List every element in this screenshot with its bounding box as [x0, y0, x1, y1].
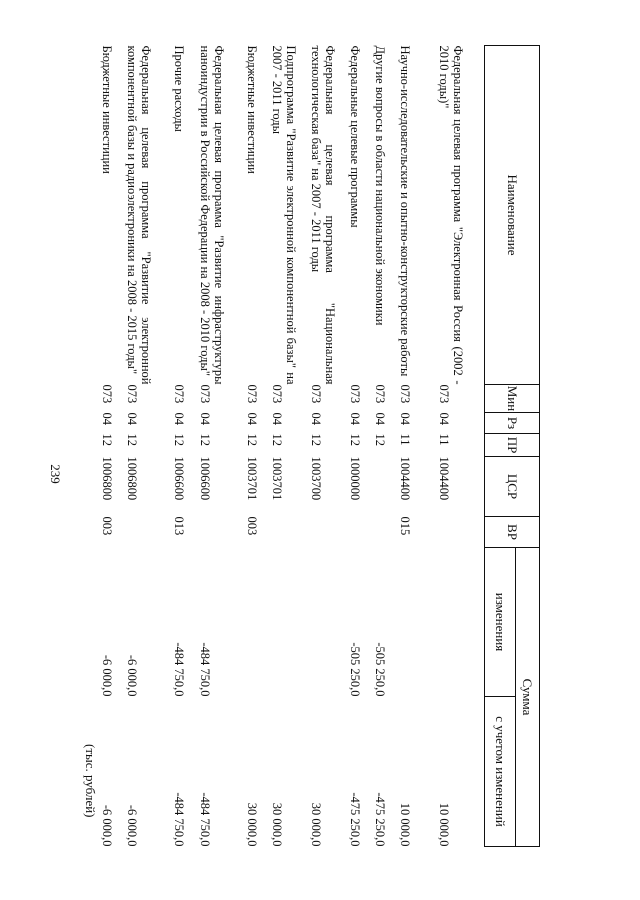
- table-row: [373, 46, 398, 847]
- row-pr: 11: [398, 433, 413, 446]
- row-csr: 1006800: [125, 456, 140, 501]
- row-csr: 1006800: [100, 456, 114, 501]
- header-with-changes: с учетом изменений: [485, 697, 516, 847]
- row-min: 073: [269, 384, 284, 404]
- row-name: Федеральная целевая программа "Развитие инфраструктуры наноиндустрии в Российской Федерации на 2008 - 2010 годы": [197, 45, 226, 385]
- row-pr: 12: [347, 433, 362, 446]
- row-changes: -484 750,0: [197, 642, 212, 697]
- page-number: 239: [48, 464, 63, 484]
- row-rz: 04: [244, 412, 259, 425]
- table-row: [270, 46, 309, 847]
- row-min: 073: [125, 384, 140, 404]
- row-vr: 013: [172, 516, 187, 536]
- row-rz: 04: [373, 412, 388, 425]
- table-header: [485, 46, 540, 847]
- row-rz: 04: [125, 412, 140, 425]
- table-row: [309, 46, 348, 847]
- row-csr: 1000000: [347, 456, 362, 501]
- row-rz: 04: [308, 412, 323, 425]
- row-min: 073: [398, 384, 413, 404]
- row-name: Научно-исследовательские и опытно-конструкторские работы: [398, 45, 413, 377]
- row-with-changes: 30 000,0: [269, 802, 284, 847]
- row-changes: -505 250,0: [373, 642, 388, 697]
- row-min: 073: [373, 384, 388, 404]
- row-rz: 04: [197, 412, 212, 425]
- row-pr: 11: [437, 433, 452, 446]
- budget-table: [100, 45, 540, 847]
- row-vr: [348, 517, 373, 548]
- table-row: [172, 46, 197, 847]
- row-name: Прочие расходы: [172, 45, 187, 132]
- row-vr: [373, 517, 398, 548]
- row-rz: 04: [398, 412, 413, 425]
- row-with-changes: 30 000,0: [244, 802, 259, 847]
- row-csr: 1004400: [437, 456, 452, 501]
- row-csr: 1003701: [269, 456, 284, 501]
- row-pr: 12: [373, 433, 388, 446]
- row-vr: 003: [100, 516, 114, 536]
- row-with-changes: -484 750,0: [197, 792, 212, 847]
- row-vr: [309, 517, 348, 548]
- row-csr: 1006600: [197, 456, 212, 501]
- row-changes: [245, 548, 270, 697]
- row-rz: 04: [269, 412, 284, 425]
- row-min: 073: [100, 384, 114, 404]
- table-row: [198, 46, 245, 847]
- row-name: Подпрограмма "Развитие электронной компонентной базы" на 2007 - 2011 годы: [269, 45, 298, 385]
- row-with-changes: 10 000,0: [437, 802, 452, 847]
- row-name: Бюджетные инвестиции: [100, 45, 114, 174]
- row-name: Другие вопросы в области национальной экономики: [373, 45, 388, 326]
- row-with-changes: -6 000,0: [100, 804, 114, 847]
- row-pr: 12: [100, 433, 114, 446]
- row-changes: [437, 548, 484, 697]
- row-vr: [125, 517, 172, 548]
- row-min: 073: [308, 384, 323, 404]
- table-row: [245, 46, 270, 847]
- row-csr: 1006600: [172, 456, 187, 501]
- row-vr: 003: [244, 516, 259, 536]
- row-vr: [437, 517, 484, 548]
- row-pr: 12: [197, 433, 212, 446]
- row-min: 073: [347, 384, 362, 404]
- row-min: 073: [197, 384, 212, 404]
- row-vr: [270, 517, 309, 548]
- row-changes: -484 750,0: [172, 642, 187, 697]
- row-rz: 04: [347, 412, 362, 425]
- row-csr: 1003701: [244, 456, 259, 501]
- row-with-changes: -475 250,0: [373, 792, 388, 847]
- row-vr: 015: [398, 516, 413, 536]
- row-changes: [398, 548, 437, 697]
- header-rz: Рз: [485, 413, 540, 434]
- row-changes: -6 000,0: [100, 654, 114, 697]
- row-with-changes: 30 000,0: [308, 802, 323, 847]
- header-pr: ПР: [485, 434, 540, 457]
- header-vr: ВР: [485, 517, 540, 548]
- row-name: Бюджетные инвестиции: [244, 45, 259, 174]
- row-min: 073: [437, 384, 452, 404]
- header-min: Мин: [485, 385, 540, 413]
- table-row: [398, 46, 437, 847]
- row-min: 073: [244, 384, 259, 404]
- row-name: Федеральная целевая программа "Национальная технологическая база" на 2007 - 2011 годы: [308, 45, 337, 385]
- row-pr: 12: [269, 433, 284, 446]
- table-row: [348, 46, 373, 847]
- row-csr: 1004400: [398, 456, 413, 501]
- row-with-changes: 10 000,0: [398, 802, 413, 847]
- table-body: [100, 46, 485, 847]
- table-row: [100, 46, 125, 847]
- row-vr: [198, 517, 245, 548]
- row-min: 073: [172, 384, 187, 404]
- row-changes: -505 250,0: [347, 642, 362, 697]
- row-pr: 12: [308, 433, 323, 446]
- row-csr: 1003700: [308, 456, 323, 501]
- row-pr: 12: [172, 433, 187, 446]
- row-name: Федеральные целевые программы: [347, 45, 362, 228]
- row-rz: 04: [100, 412, 114, 425]
- header-csr: ЦСР: [485, 457, 540, 517]
- row-csr: [373, 457, 398, 517]
- row-rz: 04: [437, 412, 452, 425]
- header-changes: изменения: [485, 548, 516, 697]
- row-with-changes: -6 000,0: [125, 804, 140, 847]
- row-with-changes: -484 750,0: [172, 792, 187, 847]
- table-row: [125, 46, 172, 847]
- row-rz: 04: [172, 412, 187, 425]
- row-changes: [309, 548, 348, 697]
- row-pr: 12: [244, 433, 259, 446]
- row-with-changes: -475 250,0: [347, 792, 362, 847]
- header-name: Наименование: [485, 46, 540, 385]
- row-changes: -6 000,0: [125, 654, 140, 697]
- row-name: Федеральная целевая программа "Электронная Россия (2002 - 2010 годы)": [437, 45, 466, 385]
- table-row: [437, 46, 484, 847]
- units-note: (тыс. рублей): [83, 744, 98, 818]
- row-name: Федеральная целевая программа "Развитие электронной компонентной базы и радиоэлектроники на 2008 - 2015 годы": [125, 45, 154, 385]
- header-sum-group: Сумма: [516, 548, 540, 847]
- row-changes: [270, 548, 309, 697]
- row-pr: 12: [125, 433, 140, 446]
